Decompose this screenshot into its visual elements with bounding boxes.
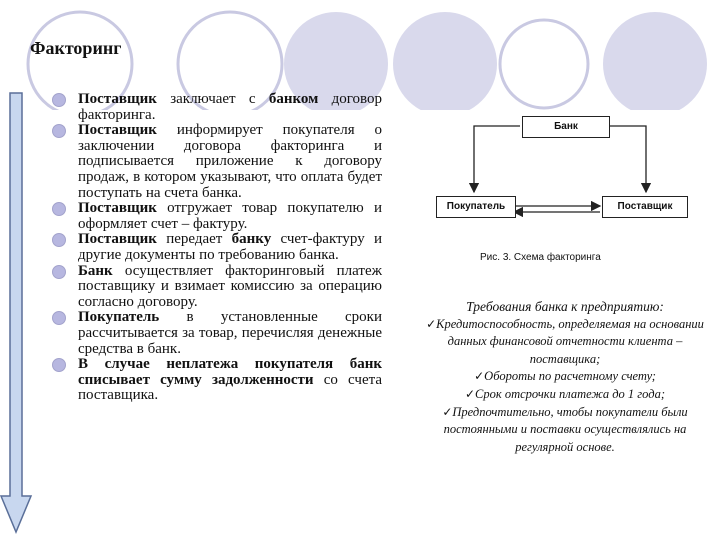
bold-text: Поставщик xyxy=(78,231,157,248)
check-icon: ✓ xyxy=(442,404,453,419)
requirement-item xyxy=(420,404,710,457)
bold-text: Поставщик xyxy=(78,91,157,107)
requirement-item xyxy=(420,316,710,369)
bold-text: банком xyxy=(268,91,319,107)
text: заключает с xyxy=(156,91,269,107)
bold-text: Покупатель xyxy=(78,309,160,326)
supplier-node: Поставщик xyxy=(602,196,688,218)
text: осуществляет факторинговый платеж поставщику и взимает комиссию за операцию согласно договору. xyxy=(78,262,382,310)
diagram-caption: Рис. 3. Схема факторинга xyxy=(480,252,601,263)
bold-text: Банк xyxy=(78,262,113,279)
requirement-text: Срок отсрочки платежа до 1 года; xyxy=(475,386,666,401)
text: отгружает товар покупателю и оформляет счет – фактуру. xyxy=(78,200,382,232)
bank-supplier-connector xyxy=(608,126,646,192)
buyer-node: Покупатель xyxy=(436,196,516,218)
check-icon: ✓ xyxy=(474,369,485,384)
bank-node: Банк xyxy=(522,116,610,138)
text: информирует покупателя о заключении договора факторинга и подписывается приложение к договору продаж, в котором указывают, что оплата будет поступать на счета банка. xyxy=(78,122,382,201)
check-icon: ✓ xyxy=(426,316,437,331)
bold-text: банку xyxy=(231,231,272,248)
page-title: Факторинг xyxy=(30,38,122,58)
bold-text: Поставщик xyxy=(78,200,157,217)
text: в установленные сроки рассчитывается за товар, перечисляя денежные средства в банк. xyxy=(78,309,382,357)
text: передает xyxy=(156,231,232,248)
requirement-text: Обороты по расчетному счету; xyxy=(484,369,656,384)
bold-text: В случае неплатежа покупателя банк списывает сумму задолженности xyxy=(78,356,382,388)
bold-text: Поставщик xyxy=(78,122,157,139)
requirement-text: Предпочтительно, чтобы покупатели были постоянными и поставки осуществлялись на регулярной основе. xyxy=(443,404,688,454)
bank-buyer-connector xyxy=(474,126,520,192)
text: счет-фактуру и другие документы по требованию банка. xyxy=(78,231,382,263)
requirement-text: Кредитоспособность, определяемая на основании данных финансовой отчетности клиента – поставщика; xyxy=(436,316,704,366)
requirements-title: Требования банка к предприятию: xyxy=(466,299,664,314)
requirement-item xyxy=(420,386,710,404)
requirement-item xyxy=(420,368,710,386)
requirements-list xyxy=(420,316,710,457)
check-icon: ✓ xyxy=(464,386,476,401)
text: договор факторинга. xyxy=(78,91,382,123)
text: со счета поставщика. xyxy=(78,371,382,404)
bank-requirements xyxy=(420,298,710,456)
